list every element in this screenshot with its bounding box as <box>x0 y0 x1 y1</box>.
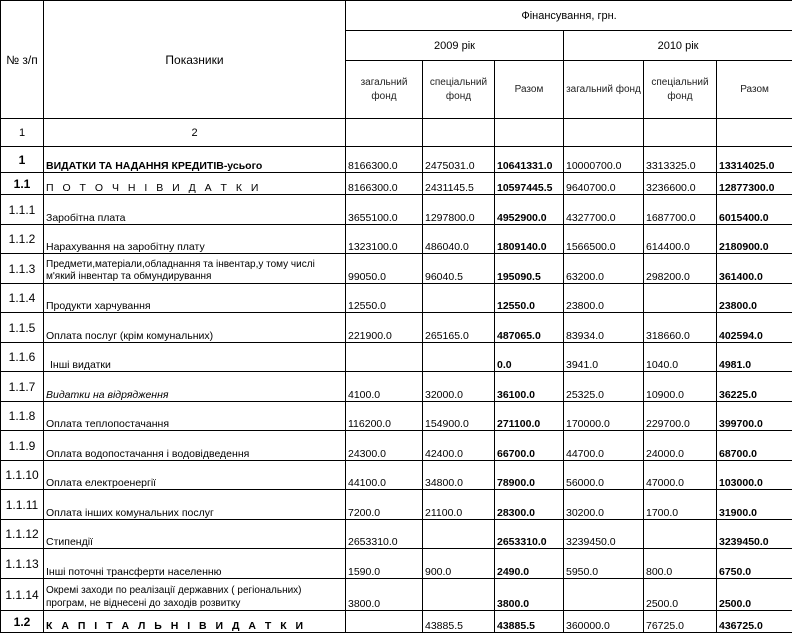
total-2009: 10641331.0 <box>495 147 564 173</box>
total-2010: 36225.0 <box>717 372 792 402</box>
general-fund-2010: 3941.0 <box>564 343 644 372</box>
special-fund-2010: 10900.0 <box>644 372 717 402</box>
empty-cell <box>564 119 644 147</box>
table-row <box>1 579 792 611</box>
row-name: Видатки на відрядження <box>44 372 346 402</box>
year-2010-header: 2010 рік <box>564 31 792 61</box>
total-2009: 1809140.0 <box>495 225 564 254</box>
total-2010: 6015400.0 <box>717 195 792 225</box>
general-fund-2010: 63200.0 <box>564 254 644 284</box>
table-row <box>1 520 792 549</box>
special-fund-2010: 47000.0 <box>644 461 717 490</box>
row-number: 1.1.14 <box>1 579 44 611</box>
general-fund-2009: 8166300.0 <box>346 147 423 173</box>
index-col-1: 1 <box>1 119 44 147</box>
col-num-header: № з/п <box>1 1 44 119</box>
row-number: 1.1.8 <box>1 402 44 431</box>
row-name: Предмети,матеріали,обладнання та інвентар,у тому числі м'який інвентар та обмундирування <box>44 254 346 284</box>
special-fund-2010: 3313325.0 <box>644 147 717 173</box>
row-name: ВИДАТКИ ТА НАДАННЯ КРЕДИТІВ-усього <box>44 147 346 173</box>
row-name: Заробітна плата <box>44 195 346 225</box>
general-fund-2010: 9640700.0 <box>564 173 644 195</box>
general-fund-2009: 8166300.0 <box>346 173 423 195</box>
special-fund-2009: 486040.0 <box>423 225 495 254</box>
general-fund-2009: 3655100.0 <box>346 195 423 225</box>
row-number: 1 <box>1 147 44 173</box>
total-2009: 78900.0 <box>495 461 564 490</box>
total-2010: 4981.0 <box>717 343 792 372</box>
total-2010: 31900.0 <box>717 490 792 520</box>
general-fund-2010: 1566500.0 <box>564 225 644 254</box>
general-fund-2009: 4100.0 <box>346 372 423 402</box>
row-name: Оплата інших комунальних послуг <box>44 490 346 520</box>
general-fund-2009: 1590.0 <box>346 549 423 579</box>
total-2010: 399700.0 <box>717 402 792 431</box>
general-fund-2010 <box>564 579 644 611</box>
total-2009: 4952900.0 <box>495 195 564 225</box>
special-fund-2009: 42400.0 <box>423 431 495 461</box>
total-2009: 43885.5 <box>495 611 564 633</box>
row-name: Оплата теплопостачання <box>44 402 346 431</box>
special-fund-2010: 24000.0 <box>644 431 717 461</box>
general-fund-2010: 83934.0 <box>564 313 644 343</box>
total-2010: 2180900.0 <box>717 225 792 254</box>
general-fund-2010: 360000.0 <box>564 611 644 633</box>
total-2009: 28300.0 <box>495 490 564 520</box>
special-fund-2010 <box>644 284 717 313</box>
table-row <box>1 611 792 633</box>
row-number: 1.1.9 <box>1 431 44 461</box>
total-2010-header: Разом <box>717 61 792 119</box>
special-fund-2010: 1040.0 <box>644 343 717 372</box>
special-fund-2010: 2500.0 <box>644 579 717 611</box>
special-fund-2009: 96040.5 <box>423 254 495 284</box>
table-row <box>1 173 792 195</box>
special-fund-2009-header: спеціальний фонд <box>423 61 495 119</box>
row-number: 1.1.10 <box>1 461 44 490</box>
special-fund-2010: 318660.0 <box>644 313 717 343</box>
special-fund-2010: 298200.0 <box>644 254 717 284</box>
general-fund-2009: 12550.0 <box>346 284 423 313</box>
total-2010: 3239450.0 <box>717 520 792 549</box>
index-col-2: 2 <box>44 119 346 147</box>
special-fund-2010: 1700.0 <box>644 490 717 520</box>
special-fund-2010 <box>644 520 717 549</box>
total-2010: 402594.0 <box>717 313 792 343</box>
table-row <box>1 147 792 173</box>
row-number: 1.1.3 <box>1 254 44 284</box>
table-row <box>1 313 792 343</box>
general-fund-2009: 2653310.0 <box>346 520 423 549</box>
general-fund-2009-header: загальний фонд <box>346 61 423 119</box>
general-fund-2010-header: загальний фонд <box>564 61 644 119</box>
general-fund-2009: 3800.0 <box>346 579 423 611</box>
table-row <box>1 195 792 225</box>
financing-header: Фінансування, грн. <box>346 1 792 31</box>
special-fund-2009: 21100.0 <box>423 490 495 520</box>
row-number: 1.1.7 <box>1 372 44 402</box>
special-fund-2010-header: спеціальний фонд <box>644 61 717 119</box>
general-fund-2009: 7200.0 <box>346 490 423 520</box>
total-2009: 195090.5 <box>495 254 564 284</box>
total-2010: 68700.0 <box>717 431 792 461</box>
total-2010: 12877300.0 <box>717 173 792 195</box>
total-2010: 436725.0 <box>717 611 792 633</box>
row-number: 1.1.11 <box>1 490 44 520</box>
total-2009: 36100.0 <box>495 372 564 402</box>
row-number: 1.1.5 <box>1 313 44 343</box>
general-fund-2010: 23800.0 <box>564 284 644 313</box>
total-2009: 2653310.0 <box>495 520 564 549</box>
row-number: 1.1.6 <box>1 343 44 372</box>
special-fund-2009 <box>423 343 495 372</box>
row-name: К А П І Т А Л Ь Н І В И Д А Т К И <box>44 611 346 633</box>
special-fund-2009: 2475031.0 <box>423 147 495 173</box>
table-row <box>1 490 792 520</box>
total-2009: 2490.0 <box>495 549 564 579</box>
table-row <box>1 343 792 372</box>
empty-cell <box>423 119 495 147</box>
general-fund-2010: 4327700.0 <box>564 195 644 225</box>
general-fund-2009 <box>346 343 423 372</box>
general-fund-2010: 25325.0 <box>564 372 644 402</box>
empty-cell <box>644 119 717 147</box>
special-fund-2009: 32000.0 <box>423 372 495 402</box>
table-row <box>1 225 792 254</box>
total-2010: 361400.0 <box>717 254 792 284</box>
special-fund-2010: 1687700.0 <box>644 195 717 225</box>
row-name: П О Т О Ч Н І В И Д А Т К И <box>44 173 346 195</box>
table-row <box>1 431 792 461</box>
general-fund-2010: 30200.0 <box>564 490 644 520</box>
row-number: 1.1.1 <box>1 195 44 225</box>
special-fund-2009: 34800.0 <box>423 461 495 490</box>
row-name: Продукти харчування <box>44 284 346 313</box>
table-row <box>1 254 792 284</box>
special-fund-2009 <box>423 579 495 611</box>
total-2010: 13314025.0 <box>717 147 792 173</box>
total-2009: 271100.0 <box>495 402 564 431</box>
special-fund-2009: 900.0 <box>423 549 495 579</box>
table-row <box>1 284 792 313</box>
total-2009-header: Разом <box>495 61 564 119</box>
table-row <box>1 372 792 402</box>
total-2010: 2500.0 <box>717 579 792 611</box>
row-number: 1.1.4 <box>1 284 44 313</box>
row-name: Оплата послуг (крім комунальних) <box>44 313 346 343</box>
general-fund-2010: 5950.0 <box>564 549 644 579</box>
general-fund-2010: 3239450.0 <box>564 520 644 549</box>
special-fund-2010: 76725.0 <box>644 611 717 633</box>
general-fund-2009: 116200.0 <box>346 402 423 431</box>
row-name: Стипендії <box>44 520 346 549</box>
special-fund-2010: 800.0 <box>644 549 717 579</box>
general-fund-2009: 24300.0 <box>346 431 423 461</box>
row-number: 1.2 <box>1 611 44 633</box>
general-fund-2009: 99050.0 <box>346 254 423 284</box>
col-name-header: Показники <box>44 1 346 119</box>
row-name: Оплата електроенергії <box>44 461 346 490</box>
total-2009: 12550.0 <box>495 284 564 313</box>
general-fund-2010: 44700.0 <box>564 431 644 461</box>
total-2010: 23800.0 <box>717 284 792 313</box>
special-fund-2010: 614400.0 <box>644 225 717 254</box>
table-row <box>1 549 792 579</box>
general-fund-2009: 44100.0 <box>346 461 423 490</box>
special-fund-2009: 1297800.0 <box>423 195 495 225</box>
general-fund-2009: 221900.0 <box>346 313 423 343</box>
row-number: 1.1.13 <box>1 549 44 579</box>
empty-cell <box>346 119 423 147</box>
row-name: Оплата водопостачання і водовідведення <box>44 431 346 461</box>
total-2009: 0.0 <box>495 343 564 372</box>
row-name: Інші видатки <box>44 343 346 372</box>
general-fund-2009 <box>346 611 423 633</box>
special-fund-2010: 3236600.0 <box>644 173 717 195</box>
general-fund-2010: 170000.0 <box>564 402 644 431</box>
total-2009: 10597445.5 <box>495 173 564 195</box>
general-fund-2010: 10000700.0 <box>564 147 644 173</box>
row-number: 1.1.12 <box>1 520 44 549</box>
empty-cell <box>717 119 792 147</box>
total-2009: 3800.0 <box>495 579 564 611</box>
table-row <box>1 461 792 490</box>
row-number: 1.1 <box>1 173 44 195</box>
total-2009: 66700.0 <box>495 431 564 461</box>
year-2009-header: 2009 рік <box>346 31 564 61</box>
empty-cell <box>495 119 564 147</box>
row-name: Нарахування на заробітну плату <box>44 225 346 254</box>
special-fund-2009 <box>423 284 495 313</box>
special-fund-2009: 154900.0 <box>423 402 495 431</box>
total-2010: 6750.0 <box>717 549 792 579</box>
special-fund-2009: 43885.5 <box>423 611 495 633</box>
row-number: 1.1.2 <box>1 225 44 254</box>
general-fund-2009: 1323100.0 <box>346 225 423 254</box>
special-fund-2009: 265165.0 <box>423 313 495 343</box>
total-2009: 487065.0 <box>495 313 564 343</box>
row-name: Окремі заходи по реалізації державних ( регіональних) програм, не віднесені до заходів розвитку <box>44 579 346 611</box>
total-2010: 103000.0 <box>717 461 792 490</box>
general-fund-2010: 56000.0 <box>564 461 644 490</box>
row-name: Інші поточні трансферти населенню <box>44 549 346 579</box>
special-fund-2009: 2431145.5 <box>423 173 495 195</box>
special-fund-2009 <box>423 520 495 549</box>
special-fund-2010: 229700.0 <box>644 402 717 431</box>
table-row <box>1 402 792 431</box>
